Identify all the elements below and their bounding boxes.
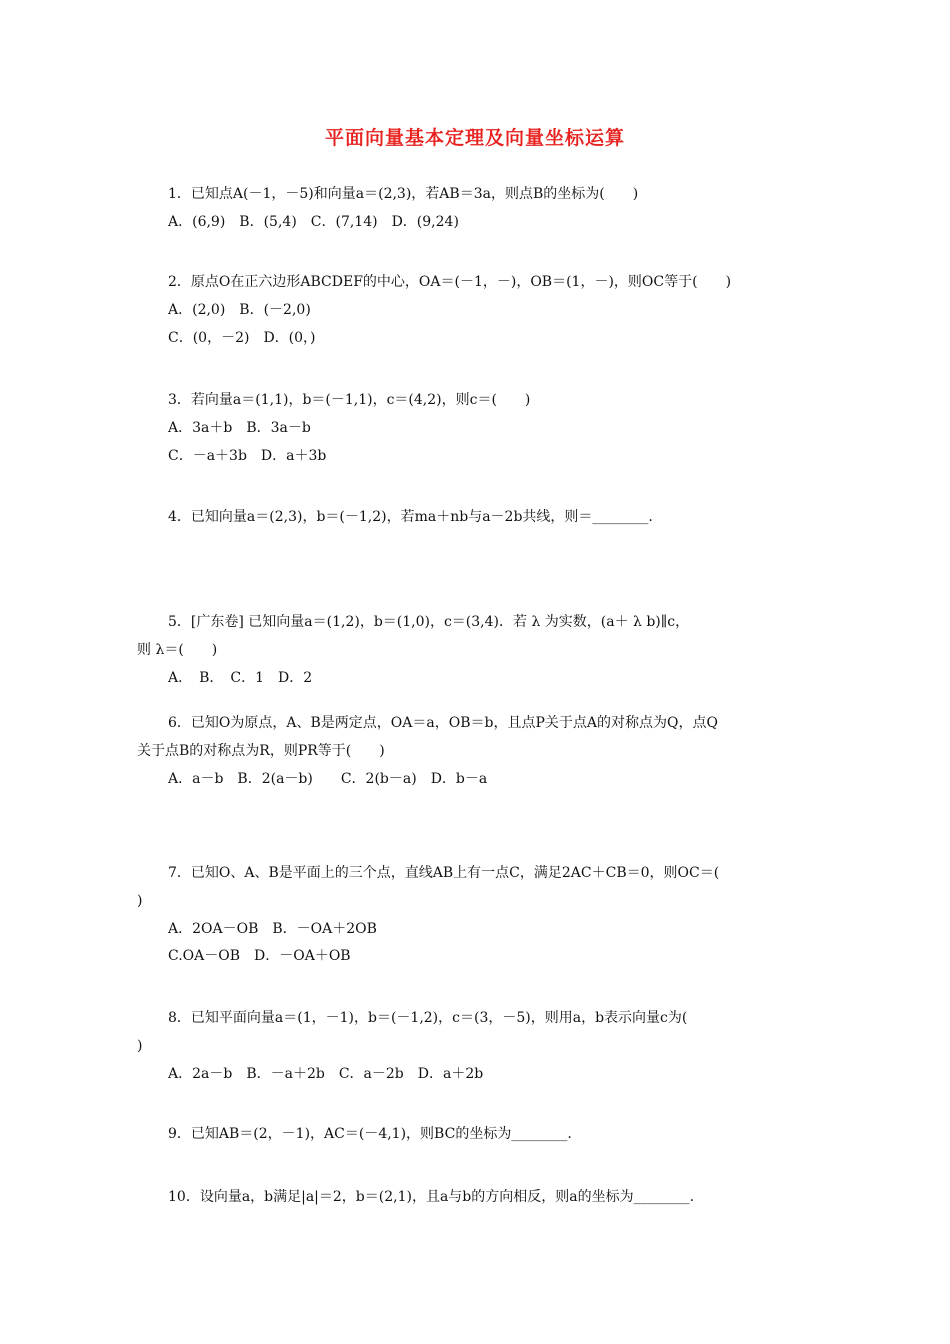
page-title: 平面向量基本定理及向量坐标运算: [324, 127, 625, 149]
q10-stem: 10．设向量a，b满足|a|＝2，b＝(2,1)，且a与b的方向相反，则a的坐标为________.: [168, 1189, 695, 1205]
q6-stem: 6．已知O为原点，A、B是两定点，OA＝a，OB＝b，且点P关于点A的对称点为Q，点Q: [168, 715, 718, 731]
q7-options-ab: A．2OA－OB B．－OA＋2OB: [168, 921, 377, 937]
q3-stem: 3．若向量a＝(1,1)，b＝(－1,1)，c＝(4,2)，则c＝( ): [168, 392, 531, 408]
q3-options-cd: C．－a＋3b D．a＋3b: [168, 448, 327, 464]
q2-stem: 2．原点O在正六边形ABCDEF的中心，OA＝(－1，－)，OB＝(1，－)，则OC等于( ): [168, 274, 732, 290]
q8-stem: 8．已知平面向量a＝(1，－1)，b＝(－1,2)，c＝(3，－5)，则用a，b表示向量c为(: [168, 1010, 688, 1026]
q5-options: A． B． C．1 D．2: [168, 670, 313, 686]
q7-stem-cont: ): [137, 893, 143, 909]
q3-options-ab: A．3a＋b B．3a－b: [168, 420, 311, 436]
q2-options-ab: A．(2,0) B．(－2,0): [168, 302, 311, 318]
q5-stem: 5．[广东卷] 已知向量a＝(1,2)，b＝(1,0)，c＝(3,4)．若 λ 为实数，(a＋ λ b)∥c，: [168, 614, 690, 630]
q9-stem: 9．已知AB＝(2，－1)，AC＝(－4,1)，则BC的坐标为________.: [168, 1126, 572, 1142]
q5-stem-cont: 则 λ＝( ): [137, 642, 218, 658]
q1-stem: 1．已知点A(－1，－5)和向量a＝(2,3)，若AB＝3a，则点B的坐标为( ): [168, 186, 639, 202]
q1-options: A．(6,9) B．(5,4) C．(7,14) D．(9,24): [168, 214, 459, 230]
q8-options: A．2a－b B．－a＋2b C．a－2b D．a＋2b: [168, 1066, 484, 1082]
q6-options: A．a－b B．2(a－b) C．2(b－a) D．b－a: [168, 771, 488, 787]
q4-stem: 4．已知向量a＝(2,3)，b＝(－1,2)，若ma＋nb与a－2b共线，则＝________.: [168, 509, 653, 525]
q7-stem: 7．已知O、A、B是平面上的三个点，直线AB上有一点C，满足2AC＋CB＝0，则OC＝(: [168, 865, 720, 881]
q8-stem-cont: ): [137, 1038, 143, 1054]
q7-options-cd: C.OA－OB D．－OA＋OB: [168, 948, 351, 964]
q2-options-cd: C．(0，－2) D．(0，): [168, 330, 316, 346]
q6-stem-cont: 关于点B的对称点为R，则PR等于( ): [137, 743, 385, 759]
